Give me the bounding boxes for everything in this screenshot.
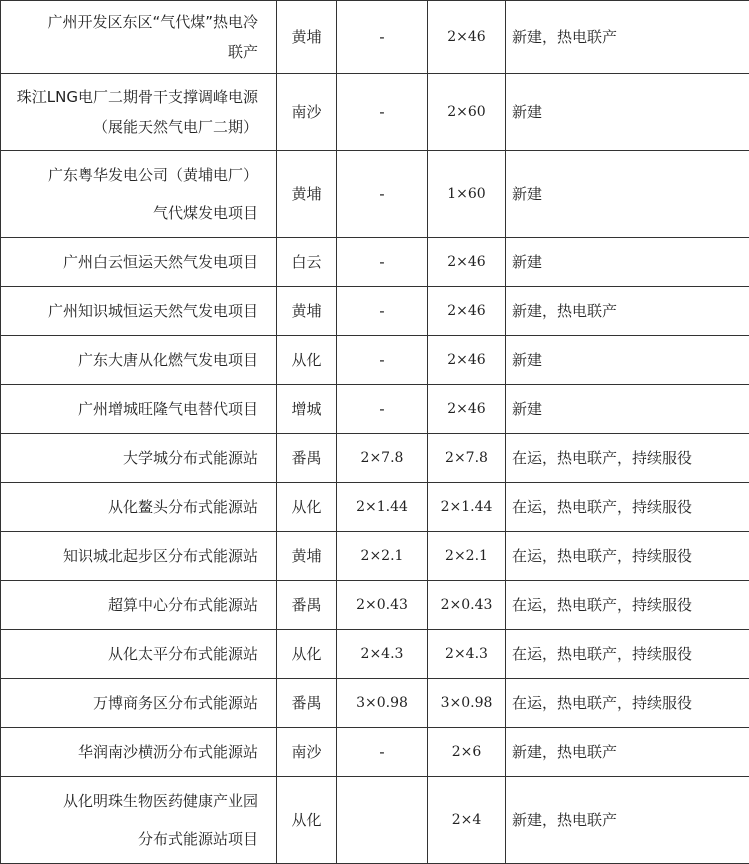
project-name-line: 分布式能源站项目 xyxy=(137,830,258,848)
project-name-line: 超算中心分布式能源站 xyxy=(107,596,258,614)
existing-capacity-cell: 2×2.1 xyxy=(337,532,428,581)
area-cell: 白云 xyxy=(277,238,337,287)
project-name-line: 广州开发区东区“气代煤”热电冷 xyxy=(47,13,258,31)
note-cell: 在运，热电联产，持续服役 xyxy=(506,483,749,532)
project-name-cell xyxy=(1,630,277,679)
planned-capacity-cell: 2×46 xyxy=(428,336,506,385)
note-cell: 新建 xyxy=(506,151,749,238)
table-row xyxy=(1,679,749,728)
table-row xyxy=(1,151,749,238)
planned-capacity-cell: 2×60 xyxy=(428,74,506,151)
area-cell: 增城 xyxy=(277,385,337,434)
planned-capacity-cell: 2×46 xyxy=(428,238,506,287)
project-name-line: 知识城北起步区分布式能源站 xyxy=(62,547,258,565)
existing-capacity-cell: - xyxy=(337,151,428,238)
area-cell: 黄埔 xyxy=(277,532,337,581)
area-cell: 从化 xyxy=(277,630,337,679)
table-row xyxy=(1,238,749,287)
existing-capacity-cell: 3×0.98 xyxy=(337,679,428,728)
area-cell: 黄埔 xyxy=(277,1,337,74)
project-name-line: 广州知识城恒运天然气发电项目 xyxy=(47,302,258,320)
note-cell: 新建 xyxy=(506,336,749,385)
existing-capacity-cell: - xyxy=(337,385,428,434)
existing-capacity-cell: - xyxy=(337,287,428,336)
project-name-cell xyxy=(1,287,277,336)
table-row xyxy=(1,1,749,74)
planned-capacity-cell: 2×1.44 xyxy=(428,483,506,532)
area-cell: 黄埔 xyxy=(277,151,337,238)
note-cell: 新建 xyxy=(506,238,749,287)
existing-capacity-cell: - xyxy=(337,74,428,151)
note-cell: 新建，热电联产 xyxy=(506,1,749,74)
note-cell: 新建 xyxy=(506,74,749,151)
area-cell: 南沙 xyxy=(277,728,337,777)
planned-capacity-cell: 2×46 xyxy=(428,385,506,434)
existing-capacity-cell xyxy=(337,777,428,864)
project-name-line: 广东大唐从化燃气发电项目 xyxy=(77,351,258,369)
project-name-line: 从化明珠生物医药健康产业园 xyxy=(62,792,258,810)
table-row xyxy=(1,777,749,864)
project-name-cell xyxy=(1,336,277,385)
table-row xyxy=(1,434,749,483)
planned-capacity-cell: 2×46 xyxy=(428,1,506,74)
table-row xyxy=(1,630,749,679)
project-name-cell xyxy=(1,483,277,532)
table-row xyxy=(1,532,749,581)
area-cell: 从化 xyxy=(277,777,337,864)
existing-capacity-cell: 2×1.44 xyxy=(337,483,428,532)
area-cell: 南沙 xyxy=(277,74,337,151)
existing-capacity-cell: 2×7.8 xyxy=(337,434,428,483)
table-row xyxy=(1,336,749,385)
project-name-cell xyxy=(1,238,277,287)
project-name-line: 大学城分布式能源站 xyxy=(122,449,258,467)
area-cell: 番禺 xyxy=(277,434,337,483)
existing-capacity-cell: 2×4.3 xyxy=(337,630,428,679)
planned-capacity-cell: 2×6 xyxy=(428,728,506,777)
table-row xyxy=(1,385,749,434)
project-name-cell xyxy=(1,151,277,238)
planned-capacity-cell: 2×0.43 xyxy=(428,581,506,630)
project-name-line: 万博商务区分布式能源站 xyxy=(92,694,258,712)
project-name-line: 广州白云恒运天然气发电项目 xyxy=(62,253,258,271)
project-name-line: 广州增城旺隆气电替代项目 xyxy=(77,400,258,418)
project-name-cell xyxy=(1,434,277,483)
table-row xyxy=(1,287,749,336)
planned-capacity-cell: 1×60 xyxy=(428,151,506,238)
area-cell: 番禺 xyxy=(277,679,337,728)
planned-capacity-cell: 2×4 xyxy=(428,777,506,864)
project-name-line: 华润南沙横沥分布式能源站 xyxy=(77,743,258,761)
planned-capacity-cell: 3×0.98 xyxy=(428,679,506,728)
existing-capacity-cell: - xyxy=(337,728,428,777)
project-name-line: 从化太平分布式能源站 xyxy=(107,645,258,663)
project-name-cell xyxy=(1,581,277,630)
area-cell: 从化 xyxy=(277,336,337,385)
project-name-line: 珠江LNG电厂二期骨干支撑调峰电源 xyxy=(16,88,258,106)
project-name-line: 广东粤华发电公司（黄埔电厂） xyxy=(47,166,258,184)
note-cell: 新建，热电联产 xyxy=(506,777,749,864)
project-name-cell xyxy=(1,1,277,74)
note-cell: 在运，热电联产，持续服役 xyxy=(506,532,749,581)
note-cell: 在运，热电联产，持续服役 xyxy=(506,581,749,630)
table-row xyxy=(1,728,749,777)
note-cell: 在运，热电联产，持续服役 xyxy=(506,679,749,728)
existing-capacity-cell: - xyxy=(337,1,428,74)
project-name-cell xyxy=(1,679,277,728)
existing-capacity-cell: - xyxy=(337,238,428,287)
planned-capacity-cell: 2×2.1 xyxy=(428,532,506,581)
project-name-line: （展能天然气电厂二期） xyxy=(92,118,258,136)
planned-capacity-cell: 2×7.8 xyxy=(428,434,506,483)
note-cell: 在运，热电联产，持续服役 xyxy=(506,630,749,679)
project-name-line: 气代煤发电项目 xyxy=(152,204,258,222)
project-name-line: 从化鳌头分布式能源站 xyxy=(107,498,258,516)
project-name-line: 联产 xyxy=(227,43,258,61)
project-name-cell xyxy=(1,728,277,777)
note-cell: 新建，热电联产 xyxy=(506,287,749,336)
area-cell: 黄埔 xyxy=(277,287,337,336)
area-cell: 番禺 xyxy=(277,581,337,630)
planned-capacity-cell: 2×4.3 xyxy=(428,630,506,679)
note-cell: 在运，热电联产，持续服役 xyxy=(506,434,749,483)
existing-capacity-cell: - xyxy=(337,336,428,385)
note-cell: 新建 xyxy=(506,385,749,434)
planned-capacity-cell: 2×46 xyxy=(428,287,506,336)
project-name-cell xyxy=(1,777,277,864)
project-name-cell xyxy=(1,385,277,434)
table-row xyxy=(1,74,749,151)
project-name-cell xyxy=(1,532,277,581)
project-name-cell xyxy=(1,74,277,151)
table-row xyxy=(1,581,749,630)
existing-capacity-cell: 2×0.43 xyxy=(337,581,428,630)
note-cell: 新建，热电联产 xyxy=(506,728,749,777)
table-row xyxy=(1,483,749,532)
area-cell: 从化 xyxy=(277,483,337,532)
